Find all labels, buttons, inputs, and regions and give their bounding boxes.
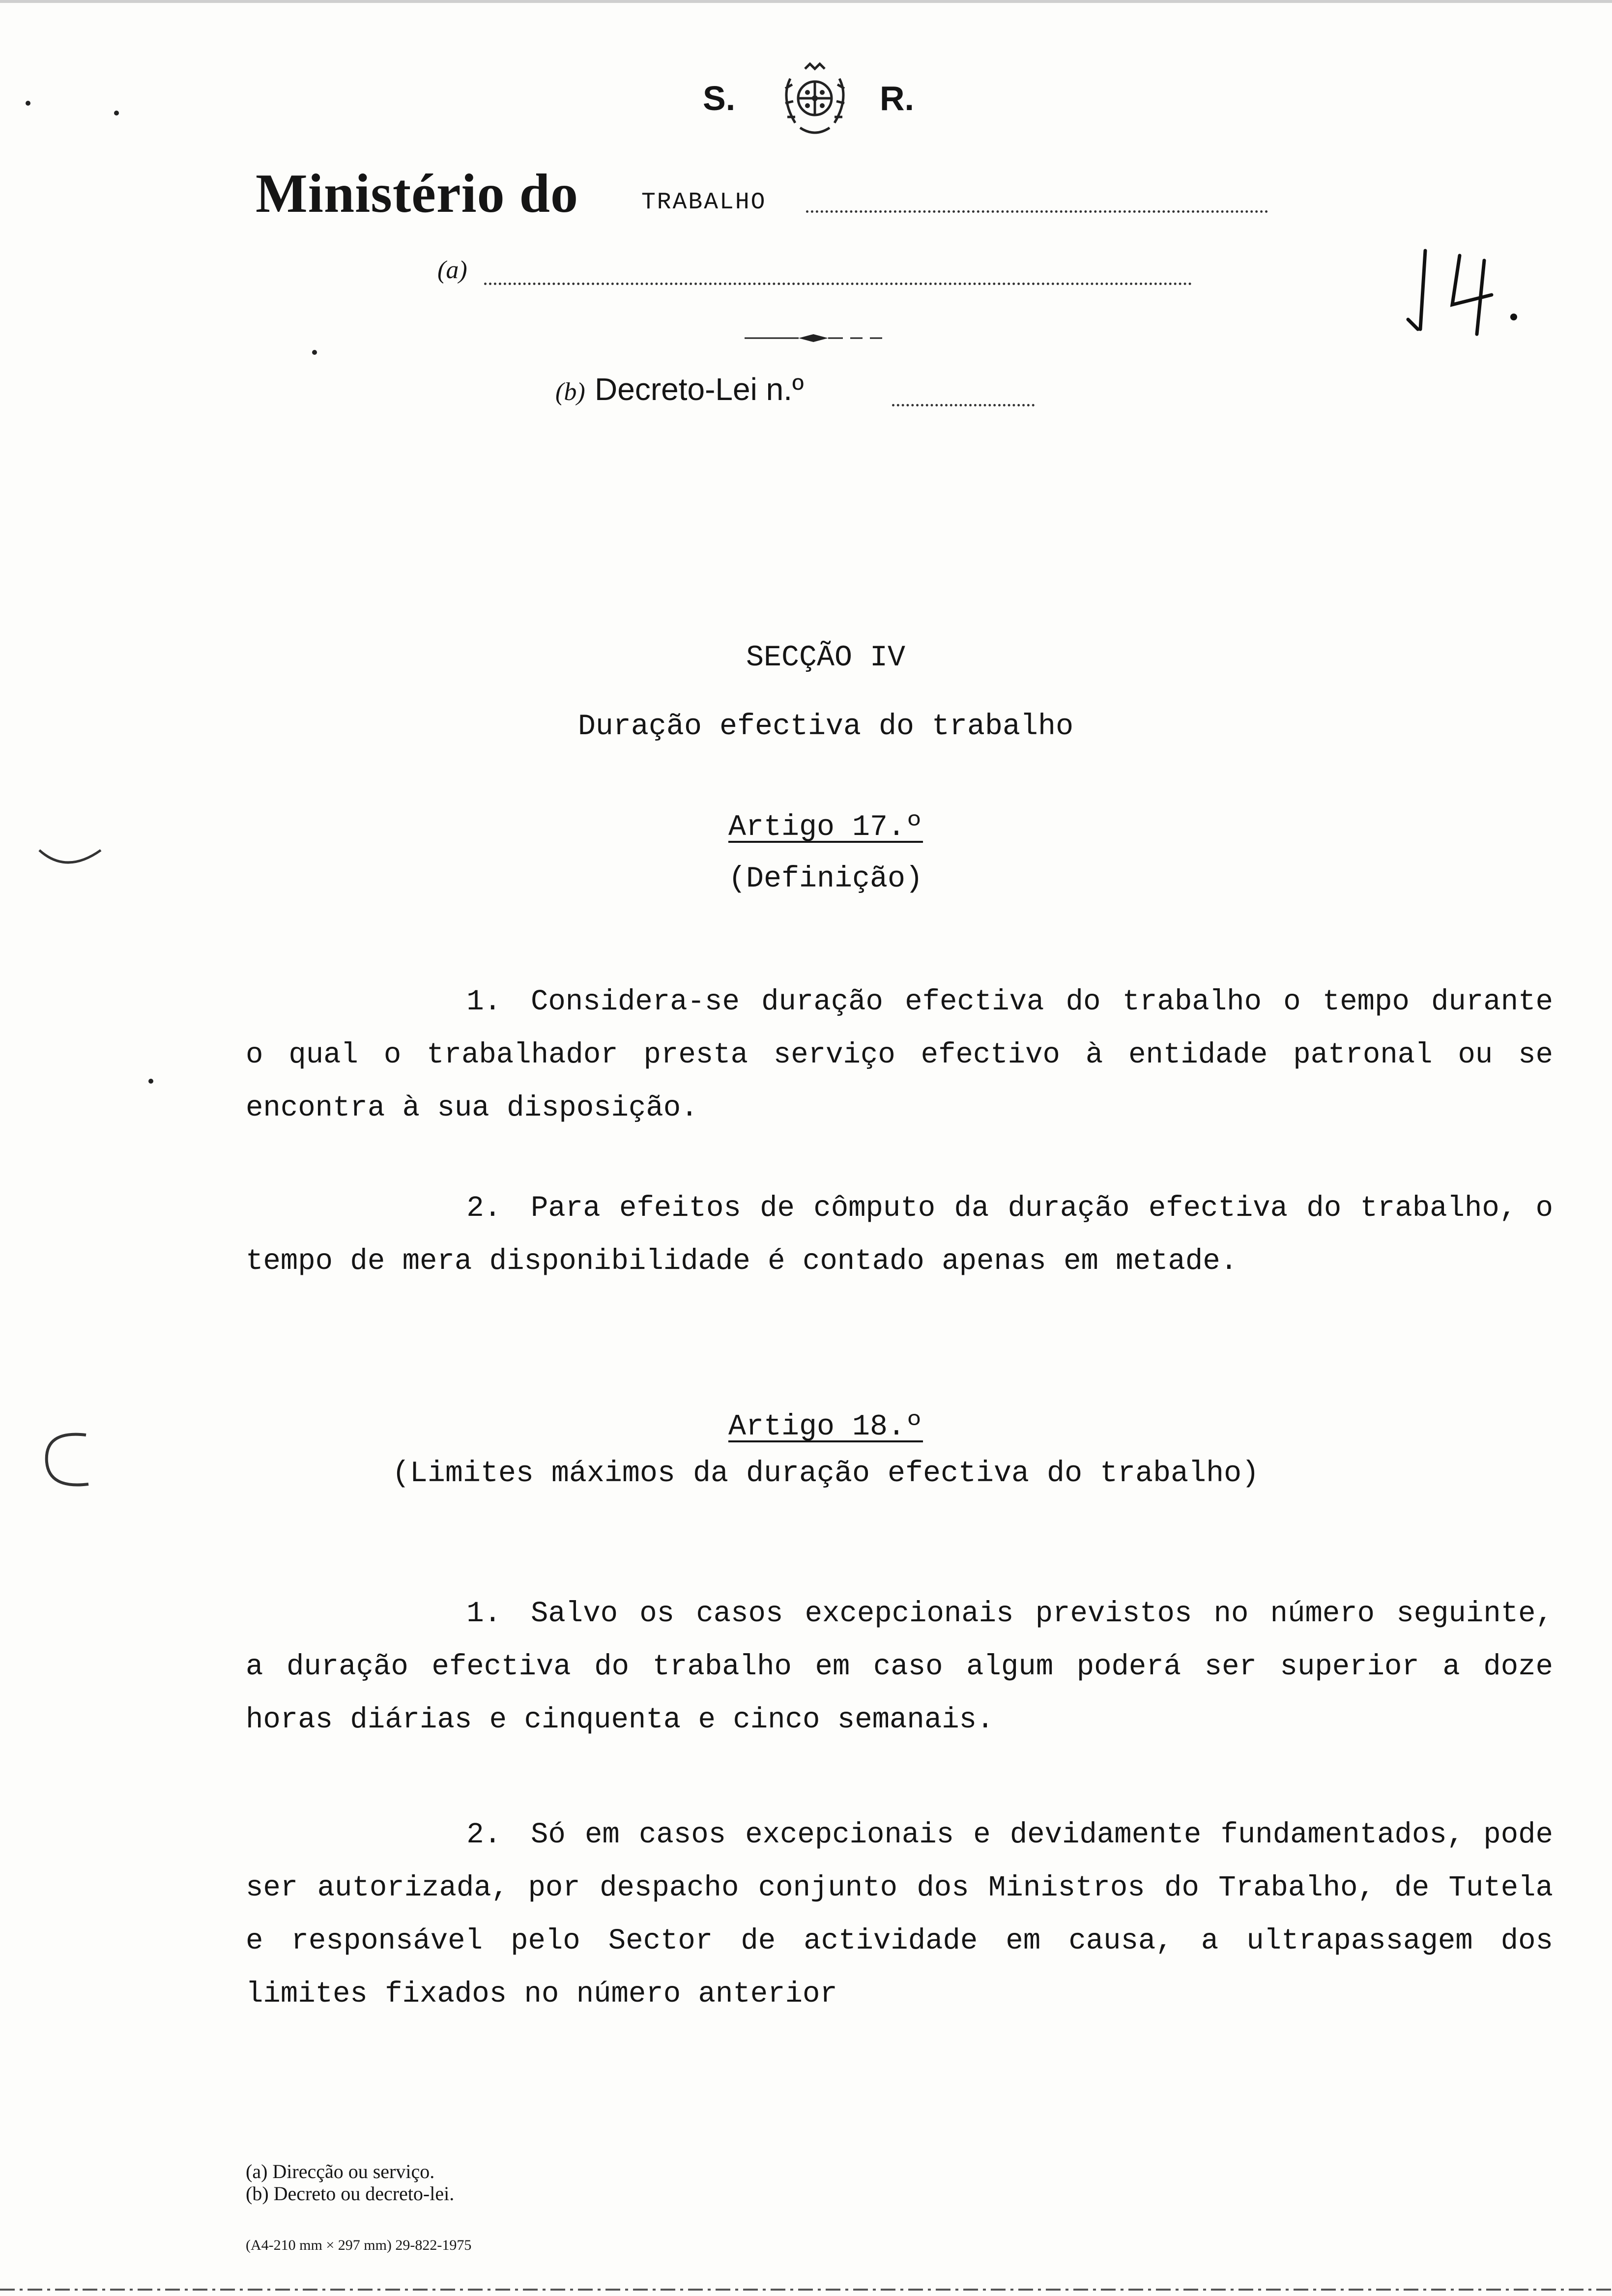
note-b-marker: (b)	[555, 378, 585, 406]
paragraph-number: 2.	[466, 1192, 501, 1225]
decreto-label: Decreto-Lei n.º	[595, 372, 804, 407]
paragraph-text: Para efeitos de cômputo da duração efectiva do trabalho, o tempo de mera disponibilidade é contado apenas em metade.	[246, 1192, 1553, 1278]
decreto-dotted-line	[892, 404, 1035, 406]
article-17-paragraph-2	[246, 1182, 1553, 1288]
paragraph-text: Só em casos excepcionais e devidamente fundamentados, pode ser autorizada, por despacho conjunto dos Ministros do Trabalho, de Tutela e responsável pelo Sector de actividade em causa, a ultrapassagem dos limites fixados no número anterior	[246, 1818, 1553, 2010]
article-18-paragraph-1	[246, 1587, 1553, 1747]
ministry-value: TRABALHO	[641, 189, 767, 216]
paper-speck	[114, 111, 119, 115]
direccao-dotted-line	[484, 283, 1192, 285]
note-a-marker: (a)	[437, 256, 467, 284]
article-17-paragraph-1	[246, 976, 1553, 1135]
handwritten-page-number	[1406, 231, 1533, 339]
margin-pencil-mark	[37, 845, 106, 875]
section-subtitle: Duração efectiva do trabalho	[577, 710, 1074, 744]
article-17-subtitle: (Definição)	[728, 862, 923, 896]
paragraph-number: 1.	[466, 1597, 501, 1630]
header-s-letter: S.	[703, 79, 736, 117]
section-title: SECÇÃO IV	[746, 641, 906, 675]
article-17-title: Artigo 17.º	[728, 811, 923, 844]
ministry-label: Ministério do	[256, 163, 578, 224]
coat-of-arms-icon	[771, 59, 859, 143]
bottom-edge-rule	[0, 2288, 1612, 2292]
margin-c-mark	[39, 1428, 93, 1492]
print-reference: (A4-210 mm × 297 mm) 29-822-1975	[246, 2237, 472, 2253]
article-18-title: Artigo 18.º	[728, 1410, 923, 1444]
article-18-paragraph-2	[246, 1808, 1553, 2021]
article-18-subtitle: (Limites máximos da duração efectiva do trabalho)	[392, 1457, 1260, 1491]
ornament-divider	[745, 332, 882, 344]
paragraph-text: Salvo os casos excepcionais previstos no número seguinte, a duração efectiva do trabalho em caso algum poderá ser superior a doze horas diárias e cinquenta e cinco semanais.	[246, 1597, 1553, 1736]
footnote-b: (b) Decreto ou decreto-lei.	[246, 2182, 455, 2205]
ministry-dotted-line	[806, 210, 1268, 213]
paragraph-number: 2.	[466, 1818, 501, 1851]
top-edge-rule	[0, 0, 1612, 3]
paragraph-number: 1.	[466, 985, 501, 1018]
paper-speck	[26, 101, 30, 106]
footnote-a: (a) Direcção ou serviço.	[246, 2160, 435, 2182]
paragraph-text: Considera-se duração efectiva do trabalho o tempo durante o qual o trabalhador presta serviço efectivo à entidade patronal ou se encontra à sua disposição.	[246, 985, 1553, 1124]
paper-speck	[148, 1079, 153, 1084]
header-r-letter: R.	[880, 79, 914, 117]
paper-speck	[312, 350, 317, 355]
